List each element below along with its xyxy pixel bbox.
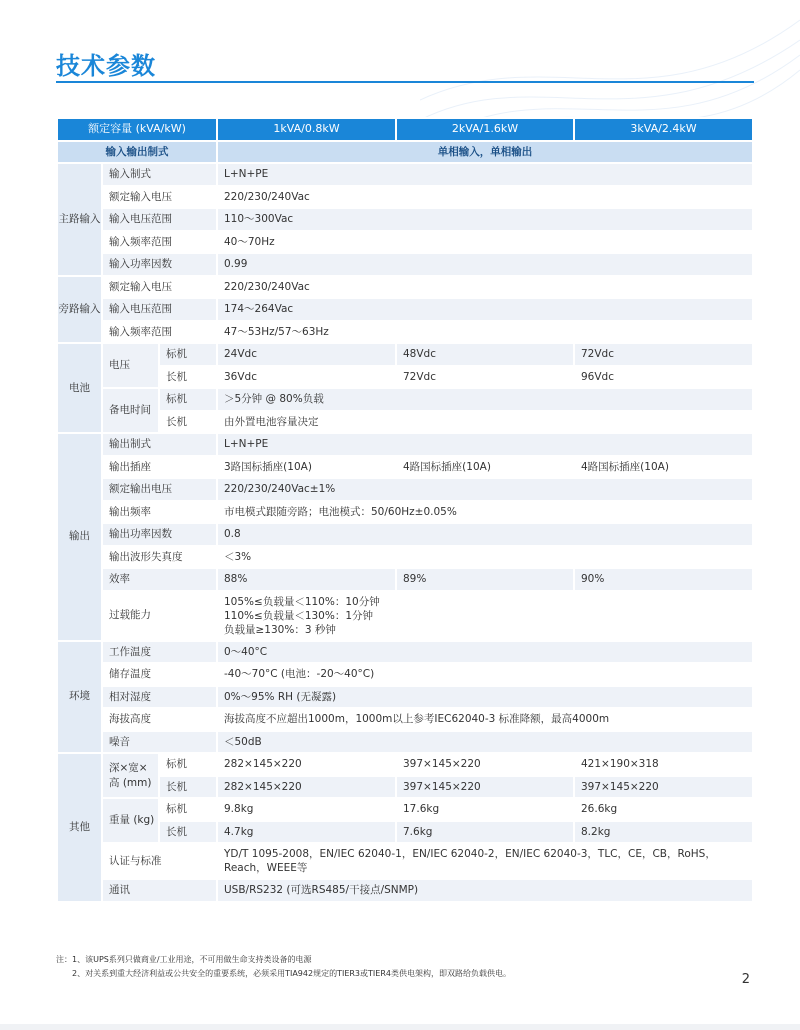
table-row bbox=[57, 231, 753, 254]
table-header-row bbox=[57, 118, 753, 141]
model-2-header: 2kVA/1.6kW bbox=[396, 118, 574, 141]
table-row bbox=[57, 708, 753, 731]
cell-value: 9.8kg bbox=[217, 798, 396, 821]
cell-value: 421×190×318 bbox=[574, 753, 753, 776]
overload-value bbox=[217, 591, 753, 641]
page-number: 2 bbox=[741, 972, 750, 987]
row-label: 噪音 bbox=[102, 731, 217, 754]
row-label: 相对湿度 bbox=[102, 686, 217, 709]
cell-value: 3路国标插座(10A) bbox=[217, 456, 396, 479]
row-value: 220/230/240Vac bbox=[217, 186, 753, 209]
table-row bbox=[57, 776, 753, 799]
table-row bbox=[57, 276, 753, 299]
row-value: USB/RS232 (可选RS485/干接点/SNMP) bbox=[217, 879, 753, 902]
row-value: 40～70Hz bbox=[217, 231, 753, 254]
table-row bbox=[57, 568, 753, 591]
cell-value: 397×145×220 bbox=[396, 776, 574, 799]
row-label: 储存温度 bbox=[102, 663, 217, 686]
row-label: 输入频率范围 bbox=[102, 321, 217, 344]
row-value: 220/230/240Vac±1% bbox=[217, 478, 753, 501]
title-divider bbox=[56, 81, 754, 83]
table-row bbox=[57, 523, 753, 546]
table-row bbox=[57, 208, 753, 231]
cell-value: 4路国标插座(10A) bbox=[574, 456, 753, 479]
table-row bbox=[57, 253, 753, 276]
table-row bbox=[57, 478, 753, 501]
io-system-row bbox=[57, 141, 753, 164]
row-label: 认证与标准 bbox=[102, 843, 217, 879]
standard-model-label: 标机 bbox=[159, 798, 217, 821]
cell-value: 96Vdc bbox=[574, 366, 753, 389]
long-model-label: 长机 bbox=[159, 821, 217, 844]
row-label: 工作温度 bbox=[102, 641, 217, 664]
cell-value: 90% bbox=[574, 568, 753, 591]
group-output: 输出 bbox=[57, 433, 102, 641]
row-label: 输入电压范围 bbox=[102, 298, 217, 321]
table-row bbox=[57, 501, 753, 524]
table-row bbox=[57, 753, 753, 776]
row-value: ＞5分钟 @ 80%负载 bbox=[217, 388, 753, 411]
table-row bbox=[57, 298, 753, 321]
group-bypass-input: 旁路输入 bbox=[57, 276, 102, 344]
page-title: 技术参数 bbox=[56, 52, 156, 80]
row-value: 110～300Vac bbox=[217, 208, 753, 231]
cell-value: 72Vdc bbox=[574, 343, 753, 366]
row-value: 0%～95% RH (无凝露) bbox=[217, 686, 753, 709]
row-label: 通讯 bbox=[102, 879, 217, 902]
table-row bbox=[57, 186, 753, 209]
io-system-label: 输入输出制式 bbox=[57, 141, 217, 164]
row-value: L+N+PE bbox=[217, 433, 753, 456]
cell-value: 26.6kg bbox=[574, 798, 753, 821]
row-label: 额定输入电压 bbox=[102, 186, 217, 209]
table-row bbox=[57, 456, 753, 479]
cell-value: 89% bbox=[396, 568, 574, 591]
table-row bbox=[57, 798, 753, 821]
table-row bbox=[57, 366, 753, 389]
cell-value: 282×145×220 bbox=[217, 753, 396, 776]
row-label: 输出频率 bbox=[102, 501, 217, 524]
model-3-header: 3kVA/2.4kW bbox=[574, 118, 753, 141]
row-label: 输出插座 bbox=[102, 456, 217, 479]
table-row bbox=[57, 411, 753, 434]
table-row bbox=[57, 663, 753, 686]
row-value: 海拔高度不应超出1000m，1000m以上参考IEC62040-3 标准降额，最高4000m bbox=[217, 708, 753, 731]
footnote-2: 2、对关系到重大经济利益或公共安全的重要系统，必须采用TIA942规定的TIER3或TIER4类供电架构，即双路给负载供电。 bbox=[56, 969, 511, 978]
cell-value: 36Vdc bbox=[217, 366, 396, 389]
row-label: 输入制式 bbox=[102, 163, 217, 186]
cell-value: 4.7kg bbox=[217, 821, 396, 844]
footnote-1: 注：1、该UPS系列只做商业/工业用途，不可用做生命支持类设备的电源 bbox=[56, 955, 312, 964]
cell-value: 7.6kg bbox=[396, 821, 574, 844]
cell-value: 17.6kg bbox=[396, 798, 574, 821]
model-1-header: 1kVA/0.8kW bbox=[217, 118, 396, 141]
long-model-label: 长机 bbox=[159, 776, 217, 799]
table-row bbox=[57, 546, 753, 569]
row-value: 由外置电池容量决定 bbox=[217, 411, 753, 434]
table-row bbox=[57, 321, 753, 344]
row-label: 输出波形失真度 bbox=[102, 546, 217, 569]
battery-voltage-label: 电压 bbox=[102, 343, 159, 388]
group-battery: 电池 bbox=[57, 343, 102, 433]
overload-line: 负载量≥130%：3 秒钟 bbox=[224, 623, 336, 636]
row-value: 47～53Hz/57～63Hz bbox=[217, 321, 753, 344]
table-row bbox=[57, 641, 753, 664]
group-main-input: 主路输入 bbox=[57, 163, 102, 276]
cell-value: 282×145×220 bbox=[217, 776, 396, 799]
row-value: ＜3% bbox=[217, 546, 753, 569]
row-value: L+N+PE bbox=[217, 163, 753, 186]
cell-value: 88% bbox=[217, 568, 396, 591]
bottom-bar bbox=[0, 1024, 800, 1030]
table-row bbox=[57, 686, 753, 709]
table-row bbox=[57, 843, 753, 879]
overload-line: 110%≤负载量＜130%：1分钟 bbox=[224, 609, 374, 622]
row-value: ＜50dB bbox=[217, 731, 753, 754]
table-row bbox=[57, 388, 753, 411]
table-row bbox=[57, 163, 753, 186]
standard-model-label: 标机 bbox=[159, 388, 217, 411]
cell-value: 72Vdc bbox=[396, 366, 574, 389]
row-value: 174～264Vac bbox=[217, 298, 753, 321]
table-row bbox=[57, 591, 753, 641]
long-model-label: 长机 bbox=[159, 411, 217, 434]
row-label: 额定输出电压 bbox=[102, 478, 217, 501]
cell-value: 4路国标插座(10A) bbox=[396, 456, 574, 479]
table-row bbox=[57, 879, 753, 902]
row-label: 输出制式 bbox=[102, 433, 217, 456]
overload-line: 105%≤负载量＜110%：10分钟 bbox=[224, 595, 380, 608]
cell-value: 8.2kg bbox=[574, 821, 753, 844]
group-environment: 环境 bbox=[57, 641, 102, 754]
table-row bbox=[57, 433, 753, 456]
table-row bbox=[57, 731, 753, 754]
row-label: 输入电压范围 bbox=[102, 208, 217, 231]
weight-label: 重量 (kg) bbox=[102, 798, 159, 843]
standard-model-label: 标机 bbox=[159, 753, 217, 776]
rated-capacity-header: 额定容量 (kVA/kW) bbox=[57, 118, 217, 141]
spec-table bbox=[56, 117, 754, 903]
standard-model-label: 标机 bbox=[159, 343, 217, 366]
table-row bbox=[57, 343, 753, 366]
row-value: 0～40°C bbox=[217, 641, 753, 664]
footnotes bbox=[56, 953, 746, 981]
row-label: 额定输入电压 bbox=[102, 276, 217, 299]
long-model-label: 长机 bbox=[159, 366, 217, 389]
row-value: 市电模式跟随旁路；电池模式：50/60Hz±0.05% bbox=[217, 501, 753, 524]
backup-time-label: 备电时间 bbox=[102, 388, 159, 433]
row-value: 0.99 bbox=[217, 253, 753, 276]
row-label: 过载能力 bbox=[102, 591, 217, 641]
dimensions-label: 深×宽×高 (mm) bbox=[102, 753, 159, 798]
row-value: -40～70°C (电池：-20～40°C) bbox=[217, 663, 753, 686]
row-label: 海拔高度 bbox=[102, 708, 217, 731]
cell-value: 397×145×220 bbox=[396, 753, 574, 776]
certification-value: YD/T 1095-2008，EN/IEC 62040-1，EN/IEC 62040-2，EN/IEC 62040-3，TLC，CE，CB，RoHS，Reach，WEEE等 bbox=[217, 843, 753, 879]
row-label: 输入功率因数 bbox=[102, 253, 217, 276]
cell-value: 397×145×220 bbox=[574, 776, 753, 799]
row-label: 输入频率范围 bbox=[102, 231, 217, 254]
group-other: 其他 bbox=[57, 753, 102, 902]
row-label: 效率 bbox=[102, 568, 217, 591]
row-value: 220/230/240Vac bbox=[217, 276, 753, 299]
row-value: 0.8 bbox=[217, 523, 753, 546]
table-row bbox=[57, 821, 753, 844]
cell-value: 48Vdc bbox=[396, 343, 574, 366]
row-label: 输出功率因数 bbox=[102, 523, 217, 546]
io-system-value: 单相输入，单相输出 bbox=[217, 141, 753, 164]
cell-value: 24Vdc bbox=[217, 343, 396, 366]
